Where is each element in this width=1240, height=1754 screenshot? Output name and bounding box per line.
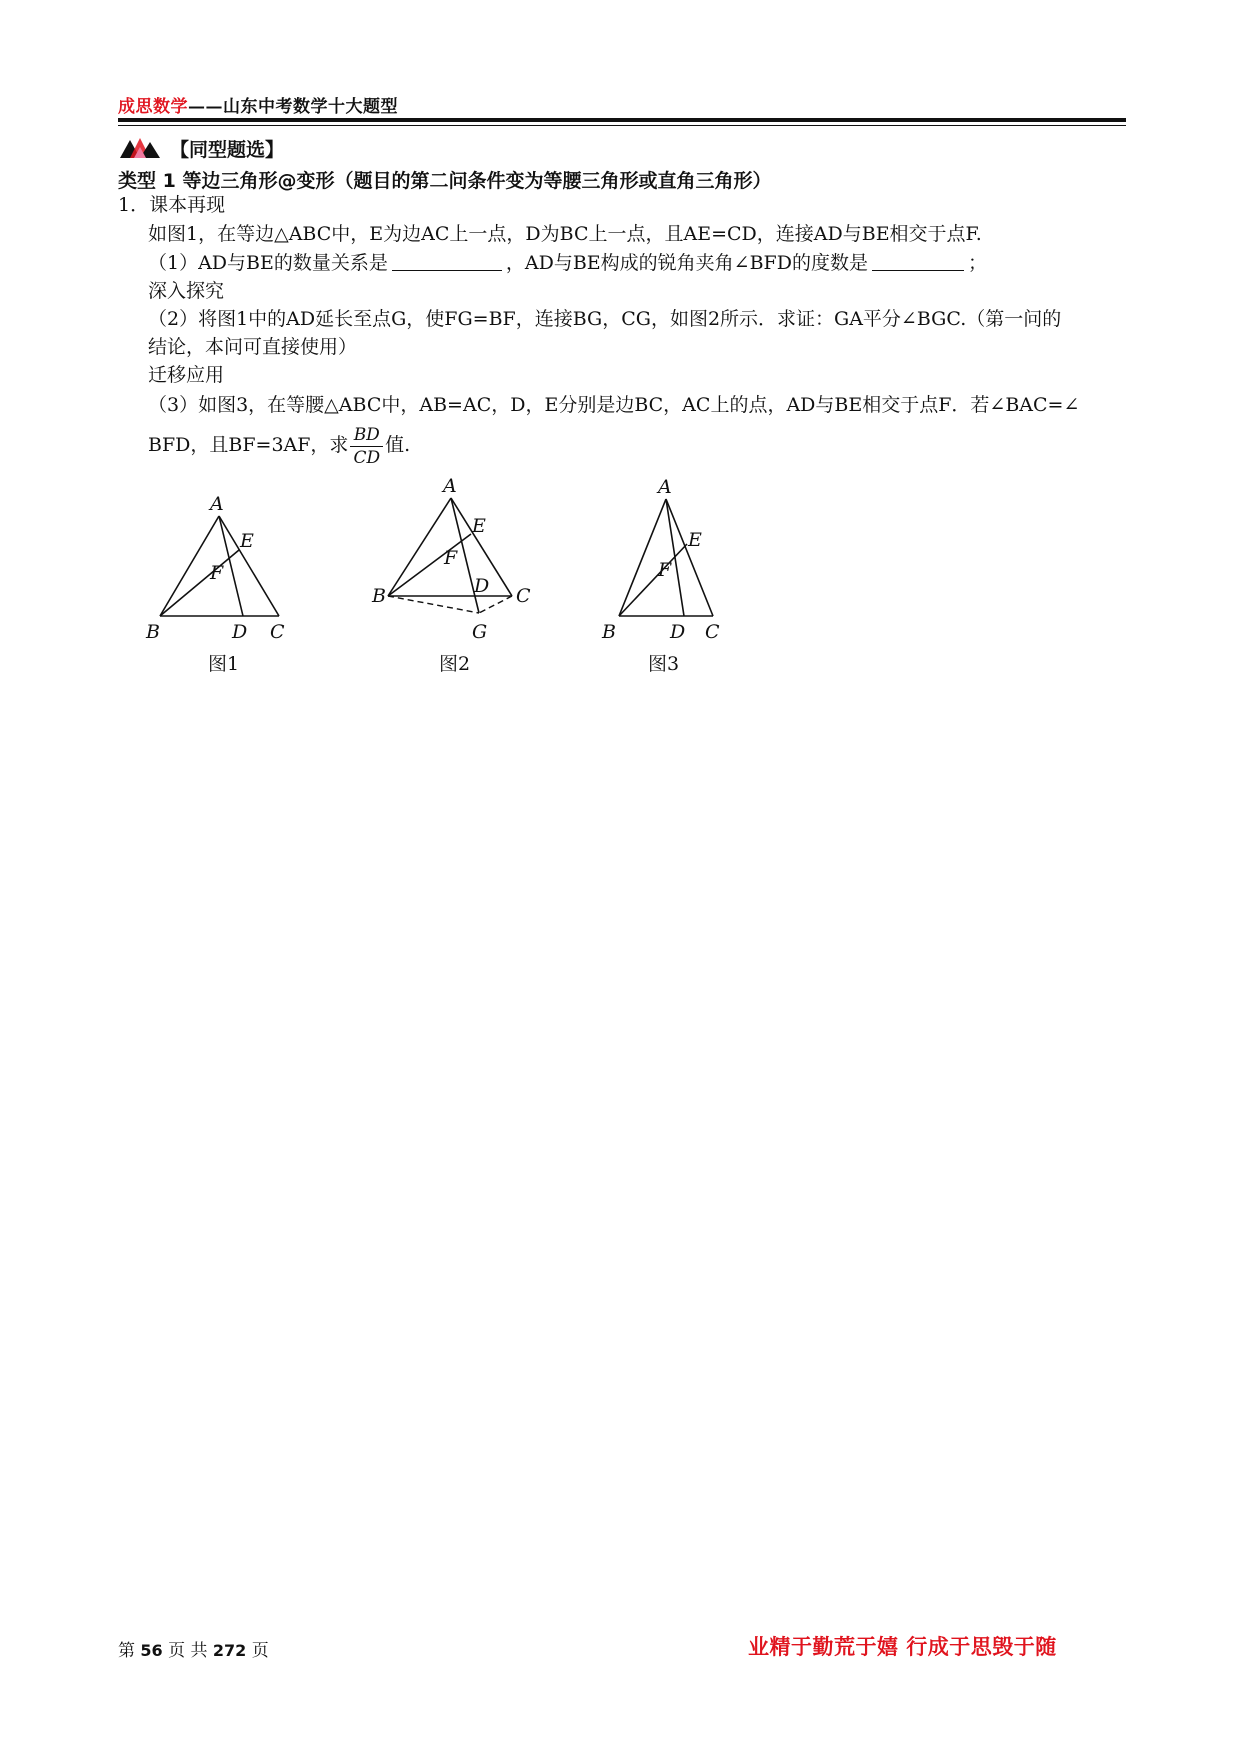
- fig3-caption: 图3: [648, 653, 680, 675]
- fig2-label-c: C: [516, 585, 531, 607]
- fig2-label-a: A: [443, 475, 457, 497]
- figure-3: [601, 476, 720, 675]
- page-total: 272: [212, 1641, 247, 1660]
- problem-heading-1: 课本再现: [149, 194, 226, 216]
- figure-1: [145, 493, 285, 675]
- page-suffix: 页: [251, 1641, 269, 1661]
- fig1-label-b: B: [146, 621, 160, 643]
- fig2-label-g: G: [472, 621, 488, 643]
- question-3-line-1: （3）如图3，在等腰△ABC中，AB=AC，D，E分别是边BC，AC上的点，AD与BE相交于点F．若∠BAC=∠: [148, 394, 1080, 416]
- question-3-line-2: [148, 420, 410, 470]
- fraction-numerator: BD: [350, 424, 383, 447]
- fig3-label-a: A: [658, 476, 672, 498]
- page-current: 56: [140, 1641, 163, 1660]
- page-mid: 页 共: [168, 1641, 208, 1661]
- section-title: 【同型题选】: [170, 138, 285, 161]
- fig1-label-c: C: [270, 621, 285, 643]
- header-subtitle: ——山东中考数学十大题型: [188, 97, 398, 117]
- fig3-label-d: D: [670, 621, 686, 643]
- problem-heading-2: 深入探究: [148, 280, 225, 302]
- question-3-text-b: 值.: [385, 434, 411, 456]
- fig2-label-b: B: [372, 585, 386, 607]
- fig2-caption: 图2: [439, 653, 471, 675]
- question-2-line-2: 结论，本问可直接使用）: [148, 336, 358, 358]
- brand-name: 成思数学: [118, 97, 188, 117]
- question-3-text-a: BFD，且BF=3AF，求: [148, 434, 349, 456]
- question-1-part-3: ；: [967, 252, 987, 274]
- pyramid-logo-icon: [118, 136, 164, 160]
- page-header: [118, 92, 398, 117]
- fig1-label-e: E: [240, 530, 254, 552]
- fraction-denominator: CD: [353, 447, 381, 468]
- geometry-figures: [140, 466, 740, 686]
- page-counter: [118, 1636, 269, 1661]
- fig3-label-c: C: [705, 621, 720, 643]
- question-1-part-1: （1）AD与BE的数量关系是: [148, 252, 388, 274]
- figure-2: [371, 475, 531, 675]
- question-1-part-2: ，AD与BE构成的锐角夹角∠BFD的度数是: [505, 252, 868, 274]
- question-2-line-1: （2）将图1中的AD延长至点G，使FG=BF，连接BG，CG，如图2所示．求证：GA平分∠BGC.（第一问的: [148, 308, 1062, 330]
- footer-motto: 业精于勤荒于嬉 行成于思毁于随: [748, 1635, 1057, 1659]
- problem-number-line: [118, 192, 225, 218]
- fraction-bd-over-cd: [350, 424, 383, 469]
- answer-blank-2[interactable]: [872, 252, 964, 271]
- page-prefix: 第: [118, 1641, 135, 1661]
- fig3-label-e: E: [688, 529, 702, 551]
- problem-heading-3: 迁移应用: [148, 364, 225, 386]
- type-title: 类型 1 等边三角形@变形（题目的第二问条件变为等腰三角形或直角三角形）: [118, 170, 772, 192]
- answer-blank-1[interactable]: [392, 252, 502, 271]
- fig2-label-d: D: [474, 575, 490, 597]
- problem-intro: 如图1，在等边△ABC中，E为边AC上一点，D为BC上一点，且AE=CD，连接AD与BE相交于点F.: [148, 223, 982, 245]
- fig2-label-e: E: [472, 515, 486, 537]
- fig1-label-f: F: [210, 562, 224, 584]
- fig1-caption: 图1: [208, 653, 240, 675]
- section-heading: [118, 134, 284, 162]
- fig1-label-a: A: [210, 493, 224, 515]
- fig1-label-d: D: [232, 621, 248, 643]
- fig3-label-f: F: [658, 559, 672, 581]
- fig2-label-f: F: [444, 547, 458, 569]
- header-rule-thin: [118, 125, 1126, 126]
- question-1: [148, 250, 987, 276]
- header-rule-thick: [118, 118, 1126, 122]
- fig3-label-b: B: [602, 621, 616, 643]
- problem-number: 1．: [118, 194, 150, 216]
